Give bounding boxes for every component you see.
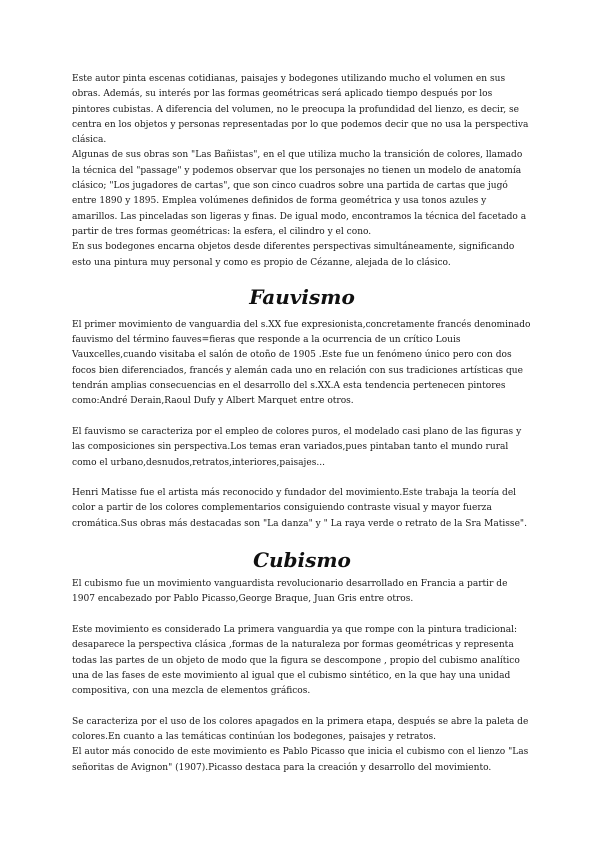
fauvismo-section	[72, 318, 532, 532]
intro-paragraph-1: Este autor pinta escenas cotidianas, paisajes y bodegones utilizando mucho el volumen en sus obras. Además, su interés por las formas geométricas será aplicado tiempo después por los pintores cubistas. A diferencia del volumen, no le preocupa la profundidad del lienzo, es decir, se centra en los objetos y personas representadas por lo que podemos decir que no usa la perspectiva clásica.	[72, 74, 529, 146]
cubismo-paragraph-3: Se caracteriza por el uso de los colores apagados en la primera etapa, después se abre la paleta de colores.En cuanto a las temáticas continúan los bodegones, paisajes y retratos.	[72, 716, 529, 742]
paragraph-gap	[72, 471, 532, 486]
intro-paragraph-3: En sus bodegones encarna objetos desde diferentes perspectivas simultáneamente, significando esto una pintura muy personal y como es propio de Cézanne, alejada de lo clásico.	[72, 242, 515, 268]
paragraph-gap	[72, 699, 532, 714]
fauvismo-paragraph-2: El fauvismo se caracteriza por el empleo de colores puros, el modelado casi plano de las figuras y las composiciones sin perspectiva.Los temas eran variados,pues pintaban tanto el mundo rural como el urbano,desnudos,retratos,interiores,paisajes...	[72, 426, 522, 468]
cubismo-section	[72, 577, 532, 776]
cubismo-paragraph-4: El autor más conocido de este movimiento es Pablo Picasso que inicia el cubismo con el lienzo "Las señoritas de Avignon" (1907).Picasso destaca para la creación y desarrollo del movimiento.	[72, 747, 529, 773]
fauvismo-paragraph-3: Henri Matisse fue el artista más reconocido y fundador del movimiento.Este trabaja la teoría del color a partir de los colores complementarios consiguiendo contraste visual y mayor fuerza cromática.Sus obras más destacadas son "La danza" y " La raya verde o retrato de la Sra Matisse".	[72, 488, 527, 529]
cubismo-heading: Cubismo	[253, 548, 351, 573]
intro-section	[72, 72, 532, 271]
paragraph-gap	[72, 410, 532, 425]
intro-paragraph-2: Algunas de sus obras son "Las Bañistas", en el que utiliza mucho la transición de colores, llamado la técnica del "passage" y podemos observar que los personajes no tienen un modelo de anatomía clásico; "Los jugadores de cartas", que son cinco cuadros sobre una partida de cartas que jugó entre 1890 y 1895. Emplea volúmenes definidos de forma geométrica y usa tonos azules y amarillos. Las pinceladas son ligeras y finas. De igual modo, encontramos la técnica del facetado a partir de tres formas geométricas: la esfera, el cilindro y el cono.	[72, 150, 527, 237]
fauvismo-heading: Fauvismo	[249, 284, 355, 309]
paragraph-gap	[72, 608, 532, 623]
document-page	[72, 72, 532, 776]
cubismo-paragraph-1: El cubismo fue un movimiento vanguardista revolucionario desarrollado en Francia a partir de 1907 encabezado por Pablo Picasso,George Braque, Juan Gris entre otros.	[72, 579, 508, 605]
fauvismo-paragraph-1: El primer movimiento de vanguardia del s.XX fue expresionista,concretamente francés denominado fauvismo del término fauves=fieras que responde a la ocurrencia de un crítico Louis Vauxcelles,cuando visitaba el salón de otoño de 1905 .Este fue un fenómeno único pero con dos focos bien diferenciados, francés y alemán cada uno en relación con sus tradiciones artísticas que tendrán amplias consecuencias en el desarrollo del s.XX.A esta tendencia pertenecen pintores como:André Derain,Raoul Dufy y Albert Marquet entre otros.	[72, 319, 531, 407]
cubismo-paragraph-2: Este movimiento es considerado La primera vanguardia ya que rompe con la pintura tradicional: desaparece la perspectiva clásica ,formas de la naturaleza por formas geométricas y representa todas las partes de un objeto de modo que la figura se descompone , propio del cubismo analítico una de las fases de este movimiento al igual que el cubismo sintético, en la que hay una unidad compositiva, con una mezcla de elementos gráficos.	[72, 624, 520, 697]
